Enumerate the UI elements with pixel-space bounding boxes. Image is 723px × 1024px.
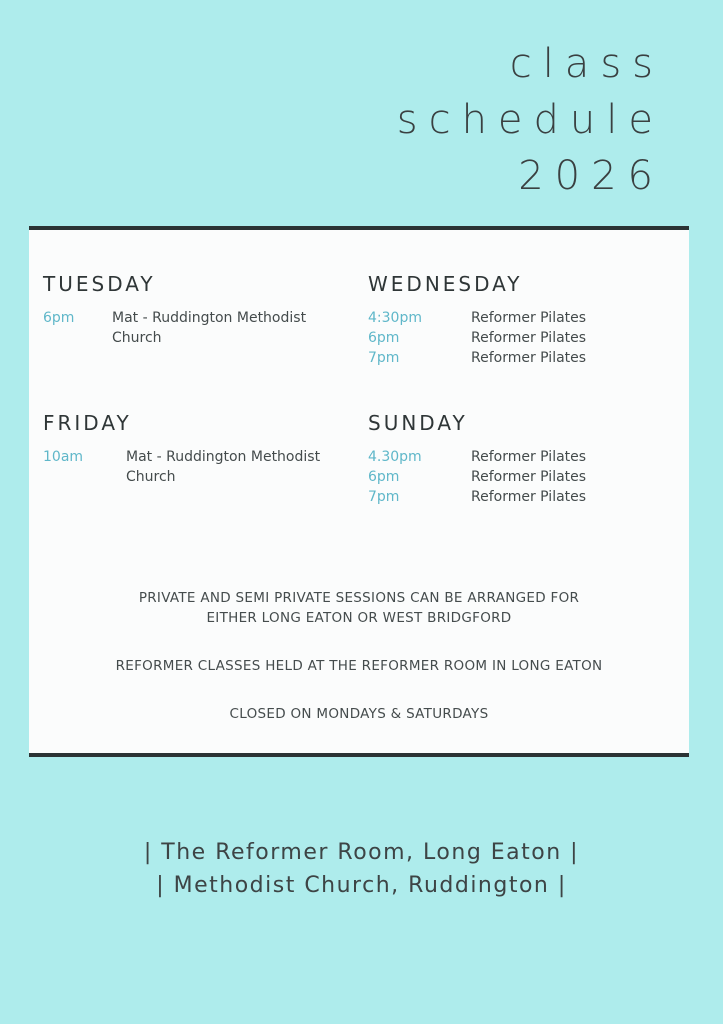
session-row bbox=[368, 487, 668, 507]
session-class: Reformer Pilates bbox=[471, 330, 587, 346]
session-class: Reformer Pilates bbox=[471, 449, 587, 465]
session-time: 6pm bbox=[43, 310, 75, 326]
day-wednesday bbox=[368, 272, 668, 368]
title-line-2: schedule bbox=[396, 97, 664, 143]
session-time: 10am bbox=[43, 449, 84, 465]
day-friday bbox=[43, 411, 353, 487]
session-row bbox=[368, 308, 668, 328]
day-sunday bbox=[368, 411, 668, 507]
locations-footer bbox=[0, 836, 723, 902]
footer-line-2: | Methodist Church, Ruddington | bbox=[156, 873, 567, 898]
schedule-card bbox=[29, 226, 689, 757]
schedule-notes bbox=[29, 588, 689, 752]
day-heading: TUESDAY bbox=[43, 272, 156, 296]
page-title bbox=[396, 36, 664, 204]
note-closed-days: CLOSED ON MONDAYS & SATURDAYS bbox=[229, 706, 489, 722]
session-time: 4:30pm bbox=[368, 310, 422, 326]
session-row bbox=[368, 348, 668, 368]
day-heading: SUNDAY bbox=[368, 411, 468, 435]
session-class: Reformer Pilates bbox=[471, 469, 587, 485]
title-line-1: class bbox=[509, 41, 664, 87]
session-time: 4.30pm bbox=[368, 449, 422, 465]
title-line-3: 2026 bbox=[518, 153, 664, 199]
day-heading: FRIDAY bbox=[43, 411, 132, 435]
session-class: Mat - Ruddington Methodist Church bbox=[126, 449, 321, 485]
note-private-sessions: PRIVATE AND SEMI PRIVATE SESSIONS CAN BE ARRANGED FOR EITHER LONG EATON OR WEST BRIDGFORD bbox=[138, 590, 580, 626]
session-time: 7pm bbox=[368, 489, 400, 505]
session-row bbox=[368, 467, 668, 487]
session-row bbox=[368, 328, 668, 348]
session-class: Reformer Pilates bbox=[471, 310, 587, 326]
note-reformer-location: REFORMER CLASSES HELD AT THE REFORMER ROOM IN LONG EATON bbox=[115, 658, 603, 674]
session-class: Reformer Pilates bbox=[471, 489, 587, 505]
session-class: Mat - Ruddington Methodist Church bbox=[112, 310, 307, 346]
session-time: 7pm bbox=[368, 350, 400, 366]
session-row bbox=[368, 447, 668, 467]
day-heading: WEDNESDAY bbox=[368, 272, 523, 296]
session-time: 6pm bbox=[368, 330, 400, 346]
session-class: Reformer Pilates bbox=[471, 350, 587, 366]
session-time: 6pm bbox=[368, 469, 400, 485]
session-row bbox=[43, 447, 353, 487]
footer-line-1: | The Reformer Room, Long Eaton | bbox=[143, 840, 580, 865]
day-tuesday bbox=[43, 272, 343, 348]
session-row bbox=[43, 308, 343, 348]
